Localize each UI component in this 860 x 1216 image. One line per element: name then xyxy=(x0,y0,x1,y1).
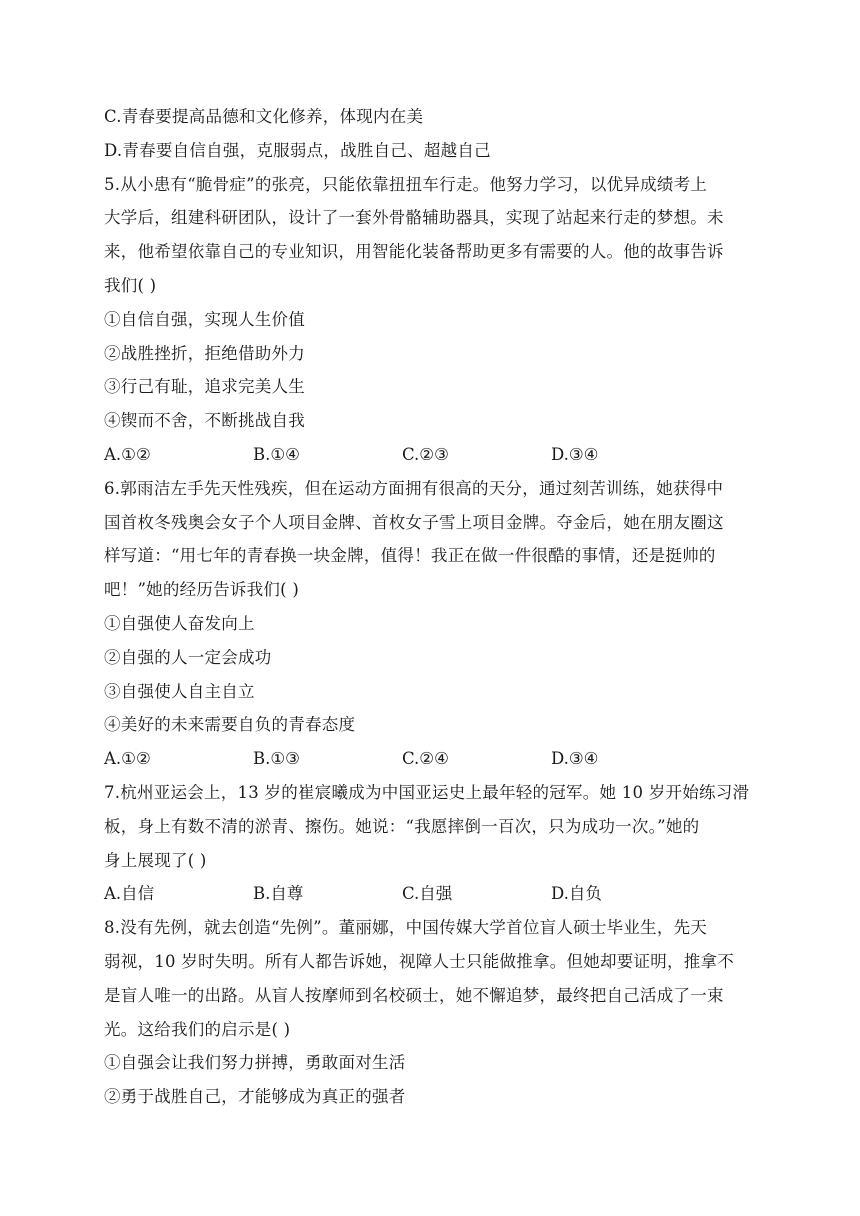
prev-option-d: D.青春要自信自强，克服弱点，战胜自己、超越自己 xyxy=(104,140,491,160)
question-5-stem-line: 大学后，组建科研团队，设计了一套外骨骼辅助器具，实现了站起来行走的梦想。未 xyxy=(104,208,724,228)
question-7-options xyxy=(104,877,772,911)
question-6-item-1: ①自强使人奋发向上 xyxy=(104,613,255,633)
option-d: D.③④ xyxy=(551,749,599,769)
question-5-stem-line: 来，他希望依靠自己的专业知识，用智能化装备帮助更多有需要的人。他的故事告诉 xyxy=(104,242,724,262)
question-6-stem-line: 6.郭雨洁左手先天性残疾，但在运动方面拥有很高的天分，通过刻苦训练，她获得中 xyxy=(104,478,724,498)
option-b: B.①③ xyxy=(253,749,300,769)
question-7-stem-line: 7.杭州亚运会上，13 岁的崔宸曦成为中国亚运史上最年轻的冠军。她 10 岁开始练习滑 xyxy=(104,782,750,802)
question-8-stem-line: 8.没有先例，就去创造“先例”。董丽娜，中国传媒大学首位盲人硕士毕业生，先天 xyxy=(104,918,708,938)
question-5-item-3: ③行己有耻，追求完美人生 xyxy=(104,377,305,397)
question-6-item-3: ③自强使人自主自立 xyxy=(104,681,255,701)
question-8-stem-line: 光。这给我们的启示是( ) xyxy=(104,1019,291,1039)
question-8-item-1: ①自强会让我们努力拼搏，勇敢面对生活 xyxy=(104,1053,406,1073)
question-6-item-4: ④美好的未来需要自负的青春态度 xyxy=(104,715,356,735)
question-7 xyxy=(104,776,772,911)
question-5 xyxy=(104,168,772,472)
question-8-stem-line: 是盲人唯一的出路。从盲人按摩师到名校硕士，她不懈追梦，最终把自己活成了一束 xyxy=(104,985,724,1005)
question-6-item-2: ②自强的人一定会成功 xyxy=(104,647,272,667)
question-8 xyxy=(104,911,772,1114)
option-c: C.②③ xyxy=(402,444,449,464)
option-d: D.自负 xyxy=(551,884,602,904)
option-a: A.①② xyxy=(104,749,151,769)
prev-option-c: C.青春要提高品德和文化修养，体现内在美 xyxy=(104,107,424,126)
option-b: B.①④ xyxy=(253,444,300,464)
question-6-options xyxy=(104,742,772,776)
question-7-stem-line: 板，身上有数不清的淤青、擦伤。她说：“我愿摔倒一百次，只为成功一次。”她的 xyxy=(104,816,700,836)
option-a: A.自信 xyxy=(104,884,155,904)
question-6-stem-line: 吧！”她的经历告诉我们( ) xyxy=(104,580,300,600)
question-5-item-2: ②战胜挫折，拒绝借助外力 xyxy=(104,343,305,363)
question-5-item-4: ④锲而不舍，不断挑战自我 xyxy=(104,411,305,431)
option-d: D.③④ xyxy=(551,444,599,464)
option-c: C.②④ xyxy=(402,749,449,769)
option-b: B.自尊 xyxy=(253,884,304,904)
option-a: A.①② xyxy=(104,444,151,464)
question-6 xyxy=(104,472,772,776)
option-c: C.自强 xyxy=(402,884,453,904)
exam-page xyxy=(104,100,772,1114)
question-8-stem-line: 弱视，10 岁时失明。所有人都告诉她，视障人士只能做推拿。但她却要证明，推拿不 xyxy=(104,951,734,971)
question-8-item-2: ②勇于战胜自己，才能够成为真正的强者 xyxy=(104,1087,406,1107)
question-5-stem-line: 我们( ) xyxy=(104,275,157,295)
question-7-stem-line: 身上展现了( ) xyxy=(104,850,207,870)
question-6-stem-line: 样写道：“用七年的青春换一块金牌，值得！我正在做一件很酷的事情，还是挺帅的 xyxy=(104,546,716,566)
question-6-stem-line: 国首枚冬残奥会女子个人项目金牌、首枚女子雪上项目金牌。夺金后，她在朋友圈这 xyxy=(104,512,724,532)
question-5-stem-line: 5.从小患有“脆骨症”的张亮，只能依靠扭扭车行走。他努力学习，以优异成绩考上 xyxy=(104,174,708,194)
question-5-options xyxy=(104,438,772,472)
question-5-item-1: ①自信自强，实现人生价值 xyxy=(104,309,305,329)
